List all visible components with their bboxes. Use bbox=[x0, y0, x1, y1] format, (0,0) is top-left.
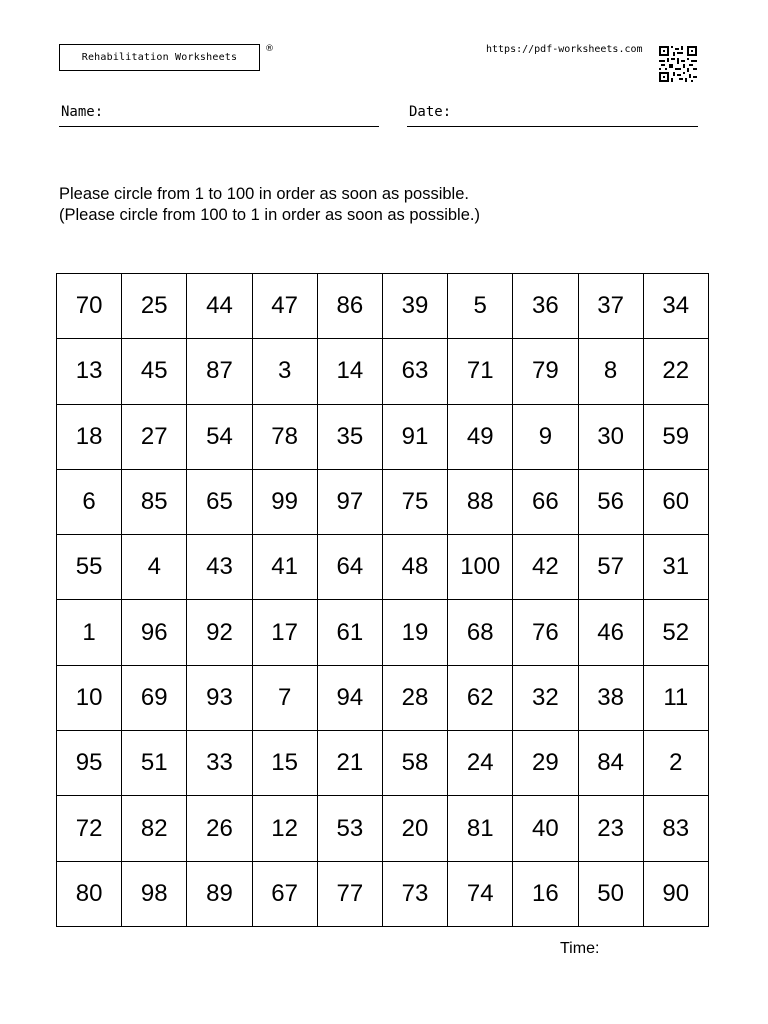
grid-cell[interactable]: 75 bbox=[382, 469, 447, 534]
grid-cell[interactable]: 83 bbox=[643, 796, 708, 861]
grid-cell[interactable]: 80 bbox=[57, 861, 122, 926]
grid-cell[interactable]: 2 bbox=[643, 731, 708, 796]
grid-cell[interactable]: 92 bbox=[187, 600, 252, 665]
grid-cell[interactable]: 27 bbox=[122, 404, 187, 469]
grid-cell[interactable]: 20 bbox=[382, 796, 447, 861]
grid-cell[interactable]: 8 bbox=[578, 339, 643, 404]
grid-cell[interactable]: 7 bbox=[252, 665, 317, 730]
grid-cell[interactable]: 84 bbox=[578, 731, 643, 796]
grid-cell[interactable]: 4 bbox=[122, 535, 187, 600]
grid-cell[interactable]: 78 bbox=[252, 404, 317, 469]
grid-cell[interactable]: 95 bbox=[57, 731, 122, 796]
grid-cell[interactable]: 41 bbox=[252, 535, 317, 600]
time-label: Time: bbox=[560, 940, 600, 957]
grid-cell[interactable]: 22 bbox=[643, 339, 708, 404]
grid-cell[interactable]: 53 bbox=[317, 796, 382, 861]
grid-cell[interactable]: 89 bbox=[187, 861, 252, 926]
grid-cell[interactable]: 31 bbox=[643, 535, 708, 600]
grid-cell[interactable]: 57 bbox=[578, 535, 643, 600]
grid-cell[interactable]: 90 bbox=[643, 861, 708, 926]
grid-cell[interactable]: 59 bbox=[643, 404, 708, 469]
grid-cell[interactable]: 15 bbox=[252, 731, 317, 796]
grid-cell[interactable]: 82 bbox=[122, 796, 187, 861]
grid-cell[interactable]: 40 bbox=[513, 796, 578, 861]
grid-cell[interactable]: 94 bbox=[317, 665, 382, 730]
site-url[interactable]: https://pdf-worksheets.com bbox=[486, 44, 643, 55]
grid-cell[interactable]: 16 bbox=[513, 861, 578, 926]
grid-cell[interactable]: 55 bbox=[57, 535, 122, 600]
grid-row bbox=[57, 469, 709, 534]
grid-cell[interactable]: 28 bbox=[382, 665, 447, 730]
grid-cell[interactable]: 36 bbox=[513, 274, 578, 339]
grid-cell[interactable]: 46 bbox=[578, 600, 643, 665]
grid-cell[interactable]: 77 bbox=[317, 861, 382, 926]
grid-cell[interactable]: 56 bbox=[578, 469, 643, 534]
grid-cell[interactable]: 97 bbox=[317, 469, 382, 534]
grid-cell[interactable]: 98 bbox=[122, 861, 187, 926]
grid-row bbox=[57, 796, 709, 861]
qr-code-icon[interactable] bbox=[659, 46, 697, 82]
grid-cell[interactable]: 100 bbox=[448, 535, 513, 600]
date-label: Date: bbox=[409, 104, 452, 120]
grid-cell[interactable]: 24 bbox=[448, 731, 513, 796]
grid-cell[interactable]: 44 bbox=[187, 274, 252, 339]
grid-cell[interactable]: 42 bbox=[513, 535, 578, 600]
grid-cell[interactable]: 29 bbox=[513, 731, 578, 796]
grid-cell[interactable]: 23 bbox=[578, 796, 643, 861]
grid-row bbox=[57, 731, 709, 796]
grid-cell[interactable]: 76 bbox=[513, 600, 578, 665]
grid-cell[interactable]: 26 bbox=[187, 796, 252, 861]
grid-cell[interactable]: 96 bbox=[122, 600, 187, 665]
grid-cell[interactable]: 3 bbox=[252, 339, 317, 404]
grid-cell[interactable]: 72 bbox=[57, 796, 122, 861]
grid-cell[interactable]: 32 bbox=[513, 665, 578, 730]
grid-cell[interactable]: 52 bbox=[643, 600, 708, 665]
grid-row bbox=[57, 339, 709, 404]
brand-box: Rehabilitation Worksheets bbox=[59, 44, 260, 71]
grid-cell[interactable]: 11 bbox=[643, 665, 708, 730]
grid-cell[interactable]: 43 bbox=[187, 535, 252, 600]
grid-row bbox=[57, 274, 709, 339]
grid-cell[interactable]: 70 bbox=[57, 274, 122, 339]
grid-cell[interactable]: 91 bbox=[382, 404, 447, 469]
grid-cell[interactable]: 1 bbox=[57, 600, 122, 665]
grid-cell[interactable]: 38 bbox=[578, 665, 643, 730]
grid-cell[interactable]: 47 bbox=[252, 274, 317, 339]
grid-cell[interactable]: 49 bbox=[448, 404, 513, 469]
grid-cell[interactable]: 67 bbox=[252, 861, 317, 926]
grid-cell[interactable]: 14 bbox=[317, 339, 382, 404]
grid-cell[interactable]: 21 bbox=[317, 731, 382, 796]
grid-cell[interactable]: 85 bbox=[122, 469, 187, 534]
grid-cell[interactable]: 74 bbox=[448, 861, 513, 926]
grid-cell[interactable]: 35 bbox=[317, 404, 382, 469]
grid-cell[interactable]: 5 bbox=[448, 274, 513, 339]
grid-row bbox=[57, 600, 709, 665]
grid-row bbox=[57, 861, 709, 926]
grid-cell[interactable]: 33 bbox=[187, 731, 252, 796]
grid-cell[interactable]: 58 bbox=[382, 731, 447, 796]
date-field[interactable] bbox=[407, 104, 698, 127]
grid-cell[interactable]: 17 bbox=[252, 600, 317, 665]
grid-cell[interactable]: 10 bbox=[57, 665, 122, 730]
grid-cell[interactable]: 62 bbox=[448, 665, 513, 730]
grid-cell[interactable]: 73 bbox=[382, 861, 447, 926]
grid-cell[interactable]: 45 bbox=[122, 339, 187, 404]
grid-cell[interactable]: 25 bbox=[122, 274, 187, 339]
grid-cell[interactable]: 68 bbox=[448, 600, 513, 665]
grid-cell[interactable]: 79 bbox=[513, 339, 578, 404]
instruction-line-2: (Please circle from 100 to 1 in order as soon as possible.) bbox=[59, 206, 480, 224]
grid-cell[interactable]: 69 bbox=[122, 665, 187, 730]
registered-mark: ® bbox=[265, 44, 274, 54]
grid-row bbox=[57, 404, 709, 469]
grid-cell[interactable]: 63 bbox=[382, 339, 447, 404]
grid-cell[interactable]: 37 bbox=[578, 274, 643, 339]
grid-cell[interactable]: 93 bbox=[187, 665, 252, 730]
grid-cell[interactable]: 6 bbox=[57, 469, 122, 534]
grid-cell[interactable]: 18 bbox=[57, 404, 122, 469]
grid-cell[interactable]: 86 bbox=[317, 274, 382, 339]
grid-cell[interactable]: 39 bbox=[382, 274, 447, 339]
grid-cell[interactable]: 48 bbox=[382, 535, 447, 600]
name-field[interactable] bbox=[59, 104, 379, 127]
grid-cell[interactable]: 54 bbox=[187, 404, 252, 469]
instruction-line-1: Please circle from 1 to 100 in order as soon as possible. bbox=[59, 185, 469, 203]
grid-cell[interactable]: 71 bbox=[448, 339, 513, 404]
grid-row bbox=[57, 535, 709, 600]
grid-cell[interactable]: 60 bbox=[643, 469, 708, 534]
grid-cell[interactable]: 30 bbox=[578, 404, 643, 469]
grid-cell[interactable]: 88 bbox=[448, 469, 513, 534]
number-grid bbox=[56, 273, 709, 927]
instructions bbox=[59, 184, 480, 226]
grid-cell[interactable]: 61 bbox=[317, 600, 382, 665]
grid-cell[interactable]: 12 bbox=[252, 796, 317, 861]
grid-cell[interactable]: 19 bbox=[382, 600, 447, 665]
grid-cell[interactable]: 50 bbox=[578, 861, 643, 926]
grid-cell[interactable]: 65 bbox=[187, 469, 252, 534]
grid-cell[interactable]: 99 bbox=[252, 469, 317, 534]
grid-cell[interactable]: 51 bbox=[122, 731, 187, 796]
grid-cell[interactable]: 9 bbox=[513, 404, 578, 469]
name-label: Name: bbox=[61, 104, 104, 120]
grid-row bbox=[57, 665, 709, 730]
grid-cell[interactable]: 64 bbox=[317, 535, 382, 600]
grid-cell[interactable]: 34 bbox=[643, 274, 708, 339]
grid-cell[interactable]: 81 bbox=[448, 796, 513, 861]
grid-cell[interactable]: 87 bbox=[187, 339, 252, 404]
grid-cell[interactable]: 13 bbox=[57, 339, 122, 404]
grid-cell[interactable]: 66 bbox=[513, 469, 578, 534]
